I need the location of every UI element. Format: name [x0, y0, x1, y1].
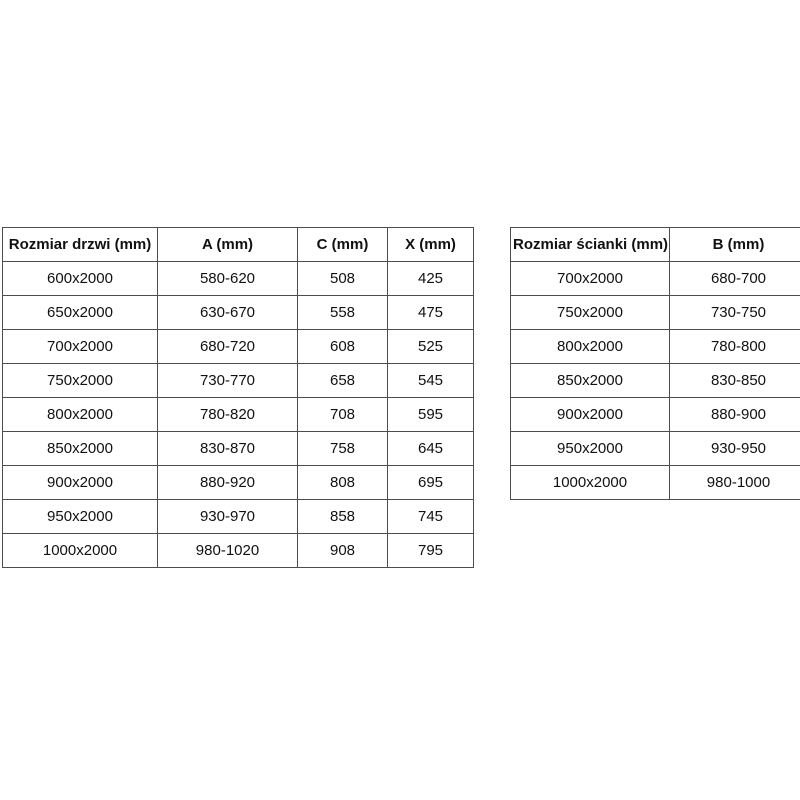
table-cell: 930-950	[670, 432, 800, 466]
column-header: B (mm)	[670, 228, 800, 262]
header-row	[511, 228, 800, 262]
table-cell: 950x2000	[511, 432, 670, 466]
table-cell: 908	[298, 534, 388, 568]
table-cell: 700x2000	[511, 262, 670, 296]
table-cell: 950x2000	[3, 500, 158, 534]
table-cell: 700x2000	[3, 330, 158, 364]
table-cell: 858	[298, 500, 388, 534]
table-row	[511, 398, 800, 432]
table-row	[3, 466, 474, 500]
table-cell: 595	[388, 398, 474, 432]
table-cell: 795	[388, 534, 474, 568]
table-row	[3, 364, 474, 398]
table-cell: 800x2000	[3, 398, 158, 432]
table-cell: 880-920	[158, 466, 298, 500]
table-cell: 750x2000	[511, 296, 670, 330]
table-cell: 475	[388, 296, 474, 330]
table-cell: 650x2000	[3, 296, 158, 330]
table-cell: 850x2000	[3, 432, 158, 466]
table-cell: 1000x2000	[3, 534, 158, 568]
table-cell: 425	[388, 262, 474, 296]
table-cell: 525	[388, 330, 474, 364]
table-cell: 730-770	[158, 364, 298, 398]
table-cell: 980-1020	[158, 534, 298, 568]
table-cell: 830-870	[158, 432, 298, 466]
table-cell: 900x2000	[511, 398, 670, 432]
table-row	[3, 330, 474, 364]
table-row	[3, 398, 474, 432]
column-header: C (mm)	[298, 228, 388, 262]
table-cell: 645	[388, 432, 474, 466]
table-row	[511, 466, 800, 500]
table-row	[511, 296, 800, 330]
table-cell: 558	[298, 296, 388, 330]
table-cell: 580-620	[158, 262, 298, 296]
column-header: Rozmiar ścianki (mm)	[511, 228, 670, 262]
table-row	[3, 296, 474, 330]
table-row	[511, 330, 800, 364]
table-row	[3, 534, 474, 568]
column-header: A (mm)	[158, 228, 298, 262]
table-row	[3, 432, 474, 466]
column-header: X (mm)	[388, 228, 474, 262]
table-cell: 930-970	[158, 500, 298, 534]
table-cell: 850x2000	[511, 364, 670, 398]
table-cell: 608	[298, 330, 388, 364]
table-cell: 695	[388, 466, 474, 500]
table-row	[511, 364, 800, 398]
table-cell: 745	[388, 500, 474, 534]
table-cell: 758	[298, 432, 388, 466]
table-cell: 800x2000	[511, 330, 670, 364]
table-cell: 545	[388, 364, 474, 398]
table-cell: 750x2000	[3, 364, 158, 398]
table-cell: 680-700	[670, 262, 800, 296]
table-row	[511, 432, 800, 466]
table-cell: 730-750	[670, 296, 800, 330]
table-cell: 808	[298, 466, 388, 500]
table-cell: 600x2000	[3, 262, 158, 296]
table-row	[3, 262, 474, 296]
door-size-table	[2, 227, 474, 568]
table-cell: 980-1000	[670, 466, 800, 500]
column-header: Rozmiar drzwi (mm)	[3, 228, 158, 262]
table-cell: 830-850	[670, 364, 800, 398]
table-cell: 658	[298, 364, 388, 398]
header-row	[3, 228, 474, 262]
table-cell: 780-800	[670, 330, 800, 364]
table-row	[511, 262, 800, 296]
table-row	[3, 500, 474, 534]
table-cell: 880-900	[670, 398, 800, 432]
table-cell: 1000x2000	[511, 466, 670, 500]
table-cell: 900x2000	[3, 466, 158, 500]
table-cell: 508	[298, 262, 388, 296]
table-cell: 630-670	[158, 296, 298, 330]
table-cell: 780-820	[158, 398, 298, 432]
wall-size-table	[510, 227, 800, 500]
table-cell: 680-720	[158, 330, 298, 364]
table-cell: 708	[298, 398, 388, 432]
